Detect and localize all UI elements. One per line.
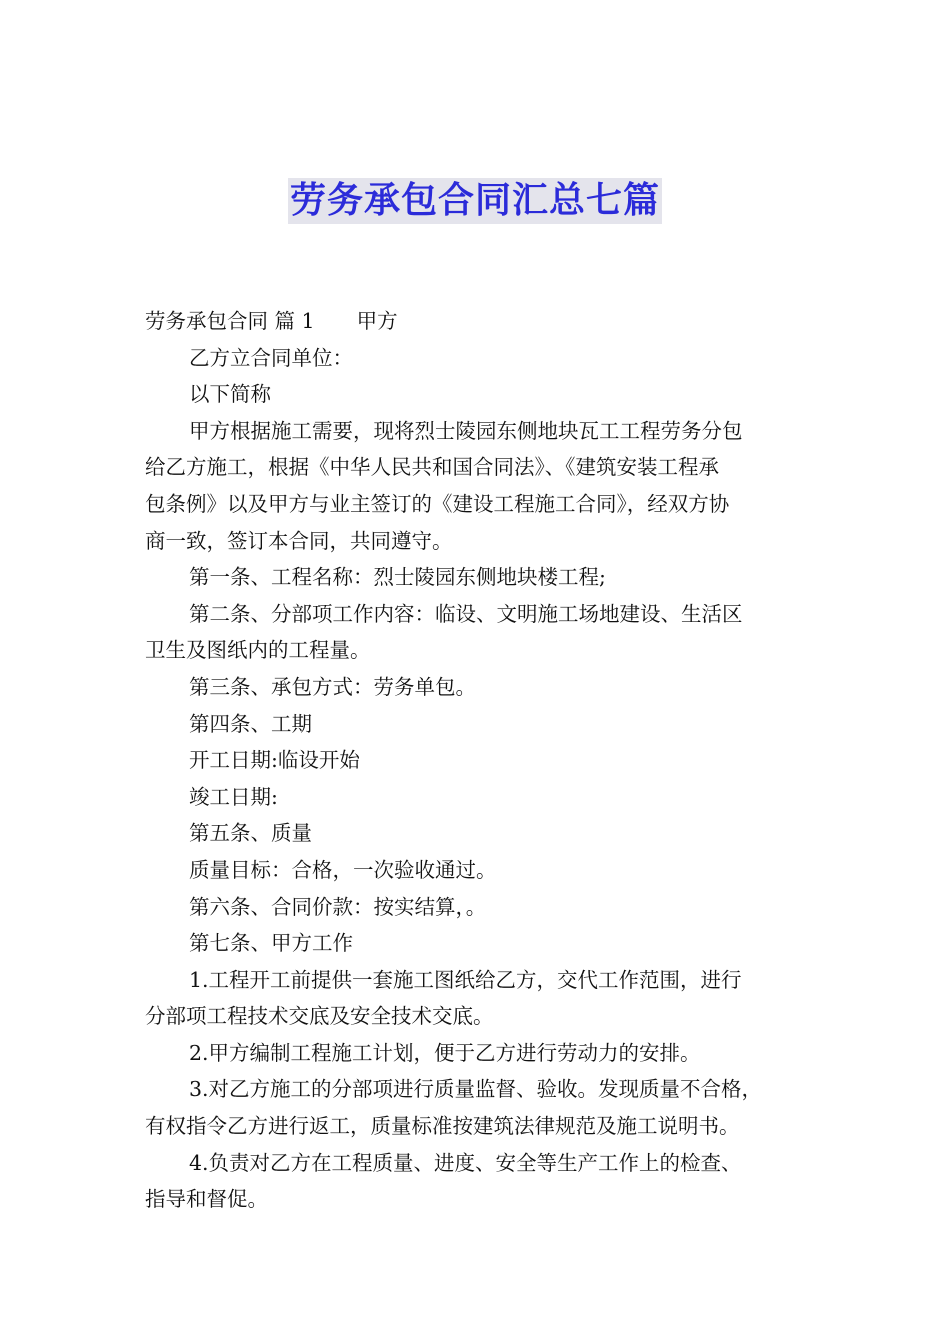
body-line: 开工日期:临设开始 <box>189 748 360 773</box>
section-heading-left: 劳务承包合同 篇 1 <box>145 309 315 333</box>
document-body <box>145 303 820 1218</box>
body-line: 乙方立合同单位： <box>189 345 353 370</box>
body-line: 包条例》以及甲方与业主签订的《建设工程施工合同》，经双方协 <box>145 491 730 516</box>
body-line: 指导和督促。 <box>145 1187 268 1212</box>
body-line: 分部项工程技术交底及安全技术交底。 <box>145 1004 494 1029</box>
section-heading <box>145 303 820 340</box>
body-line: 第五条、质量 <box>189 821 312 846</box>
body-line: 质量目标：合格，一次验收通过。 <box>189 857 497 882</box>
body-line: 1.工程开工前提供一套施工图纸给乙方，交代工作范围，进行 <box>189 967 742 992</box>
body-line: 竣工日期: <box>189 784 278 809</box>
body-line: 第七条、甲方工作 <box>189 931 353 956</box>
body-line: 第一条、工程名称：烈士陵园东侧地块楼工程; <box>189 565 606 590</box>
body-line: 第四条、工期 <box>189 711 312 736</box>
body-line: 卫生及图纸内的工程量。 <box>145 638 371 663</box>
document-title-wrap <box>0 178 950 224</box>
section-heading-right: 甲方 <box>356 309 398 333</box>
body-line: 第六条、合同价款：按实结算，。 <box>189 894 487 919</box>
body-line: 给乙方施工，根据《中华人民共和国合同法》、《建筑安装工程承 <box>145 455 719 480</box>
paragraph-lines <box>145 340 820 1218</box>
body-line: 商一致，签订本合同，共同遵守。 <box>145 528 453 553</box>
document-title: 劳务承包合同汇总七篇 <box>288 178 662 224</box>
body-line: 3.对乙方施工的分部项进行质量监督、验收。发现质量不合格， <box>189 1077 763 1102</box>
body-line: 有权指令乙方进行返工，质量标准按建筑法律规范及施工说明书。 <box>145 1114 740 1139</box>
body-line: 以下简称 <box>189 382 271 407</box>
body-line: 4.负责对乙方在工程质量、进度、安全等生产工作上的检查、 <box>189 1150 742 1175</box>
body-line: 第三条、承包方式：劳务单包。 <box>189 674 476 699</box>
body-line: 甲方根据施工需要，现将烈士陵园东侧地块瓦工工程劳务分包 <box>189 418 743 443</box>
body-line: 第二条、分部项工作内容：临设、文明施工场地建设、生活区 <box>189 601 743 626</box>
body-line: 2.甲方编制工程施工计划，便于乙方进行劳动力的安排。 <box>189 1040 701 1065</box>
